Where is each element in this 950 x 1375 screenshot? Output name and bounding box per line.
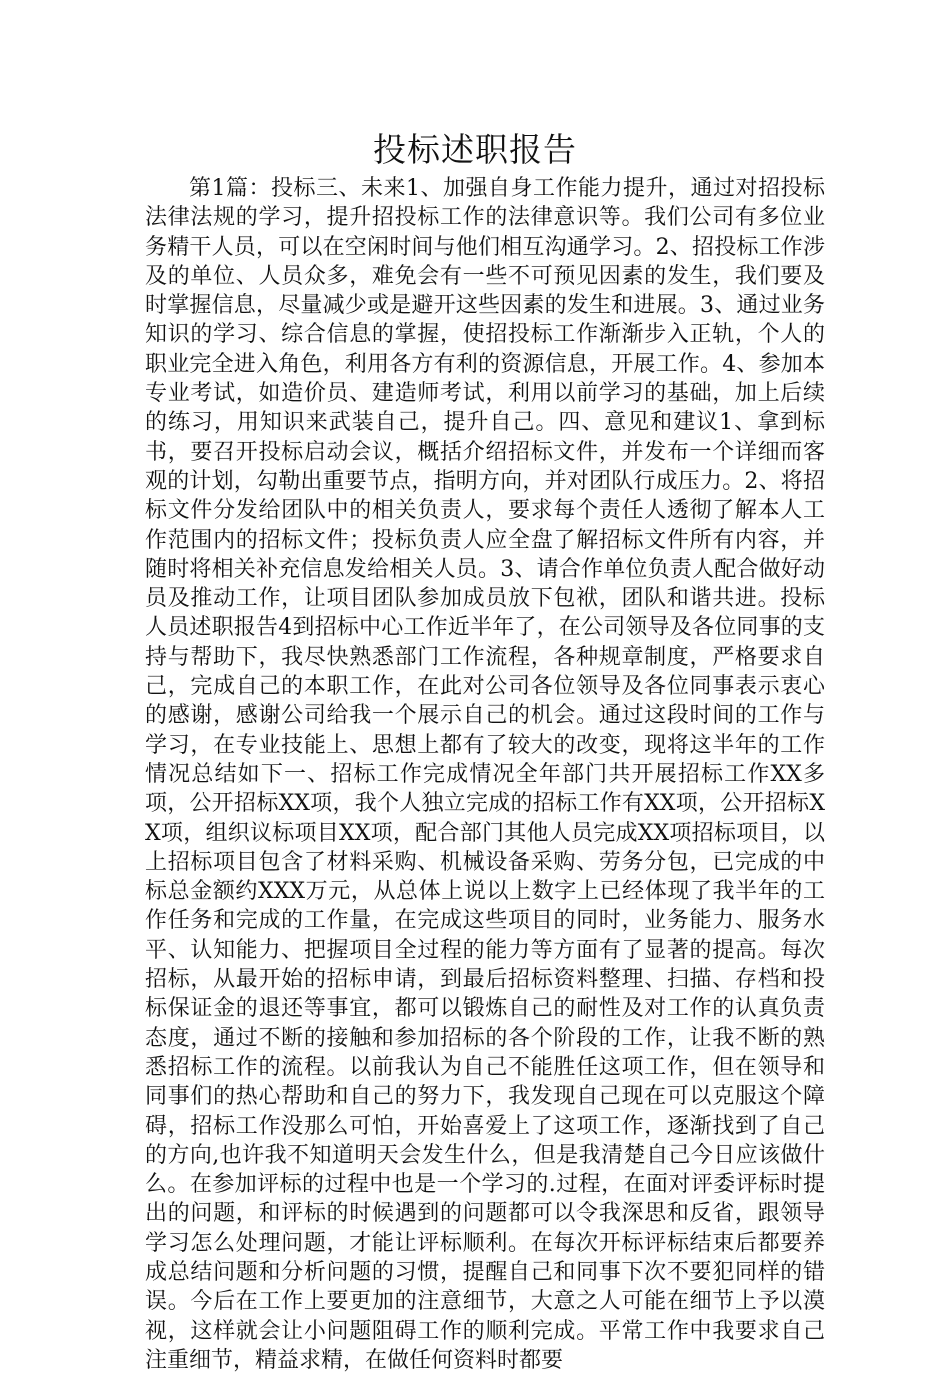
body-paragraph: 第1篇：投标三、未来1、加强自身工作能力提升，通过对招投标法律法规的学习，提升招投标工作的法律意识等。我们公司有多位业务精干人员，可以在空闲时间与他们相互沟通学习。2、招投标工作涉及的单位、人员众多，难免会有一些不可预见因素的发生，我们要及时掌握信息，尽量减少或是避开这些因素的发生和进展。3、通过业务知识的学习、综合信息的掌握，使招投标工作渐渐步入正轨，个人的职业完全进入角色，利用各方有利的资源信息，开展工作。4、参加本专业考试，如造价员、建造师考试，利用以前学习的基础，加上后续的练习，用知识来武装自己，提升自己。四、意见和建议1、拿到标书，要召开投标启动会议，概括介绍招标文件，并发布一个详细而客观的计划，勾勒出重要节点，指明方向，并对团队行成压力。2、将招标文件分发给团队中的相关负责人，要求每个责任人透彻了解本人工作范围内的招标文件；投标负责人应全盘了解招标文件所有内容，并随时将相关补充信息发给相关人员。3、请合作单位负责人配合做好动员及推动工作，让项目团队参加成员放下包袱，团队和谐共进。投标人员述职报告4到招标中心工作近半年了，在公司领导及各位同事的支持与帮助下，我尽快熟悉部门工作流程，各种规章制度，严格要求自己，完成自己的本职工作，在此对公司各位领导及各位同事表示衷心的感谢，感谢公司给我一个展示自己的机会。通过这段时间的工作与学习，在专业技能上、思想上都有了较大的改变，现将这半年的工作情况总结如下一、招标工作完成情况全年部门共开展招标工作XX多项，公开招标XX项，我个人独立完成的招标工作有XX项，公开招标XX项，组织议标项目XX项，配合部门其他人员完成XX项招标项目，以上招标项目包含了材料采购、机械设备采购、劳务分包，已完成的中标总金额约XXX万元，从总体上说以上数字上已经体现了我半年的工作任务和完成的工作量，在完成这些项目的同时，业务能力、服务水平、认知能力、把握项目全过程的能力等方面有了显著的提高。每次招标，从最开始的招标申请，到最后招标资料整理、扫描、存档和投标保证金的退还等事宜，都可以锻炼自己的耐性及对工作的认真负责态度，通过不断的接触和参加招标的各个阶段的工作，让我不断的熟悉招标工作的流程。以前我认为自己不能胜任这项工作，但在领导和同事们的热心帮助和自己的努力下，我发现自己现在可以克服这个障碍，招标工作没那么可怕，开始喜爱上了这项工作，逐渐找到了自己的方向,也许我不知道明天会发生什么，但是我清楚自己今日应该做什么。在参加评标的过程中也是一个学习的.过程，在面对评委评标时提出的问题，和评标的时候遇到的问题都可以令我深思和反省，跟领导学习怎么处理问题，才能让评标顺利。在每次开标评标结束后都要养成总结问题和分析问题的习惯，提醒自己和同事下次不要犯同样的错误。今后在工作上要更加的注意细节，大意之人可能在细节上予以漠视，这样就会让小问题阻碍工作的顺利完成。平常工作中我要求自己注重细节，精益求精，在做任何资料时都要 bbox=[145, 176, 825, 1373]
page-title: 投标述职报告 bbox=[373, 130, 577, 169]
